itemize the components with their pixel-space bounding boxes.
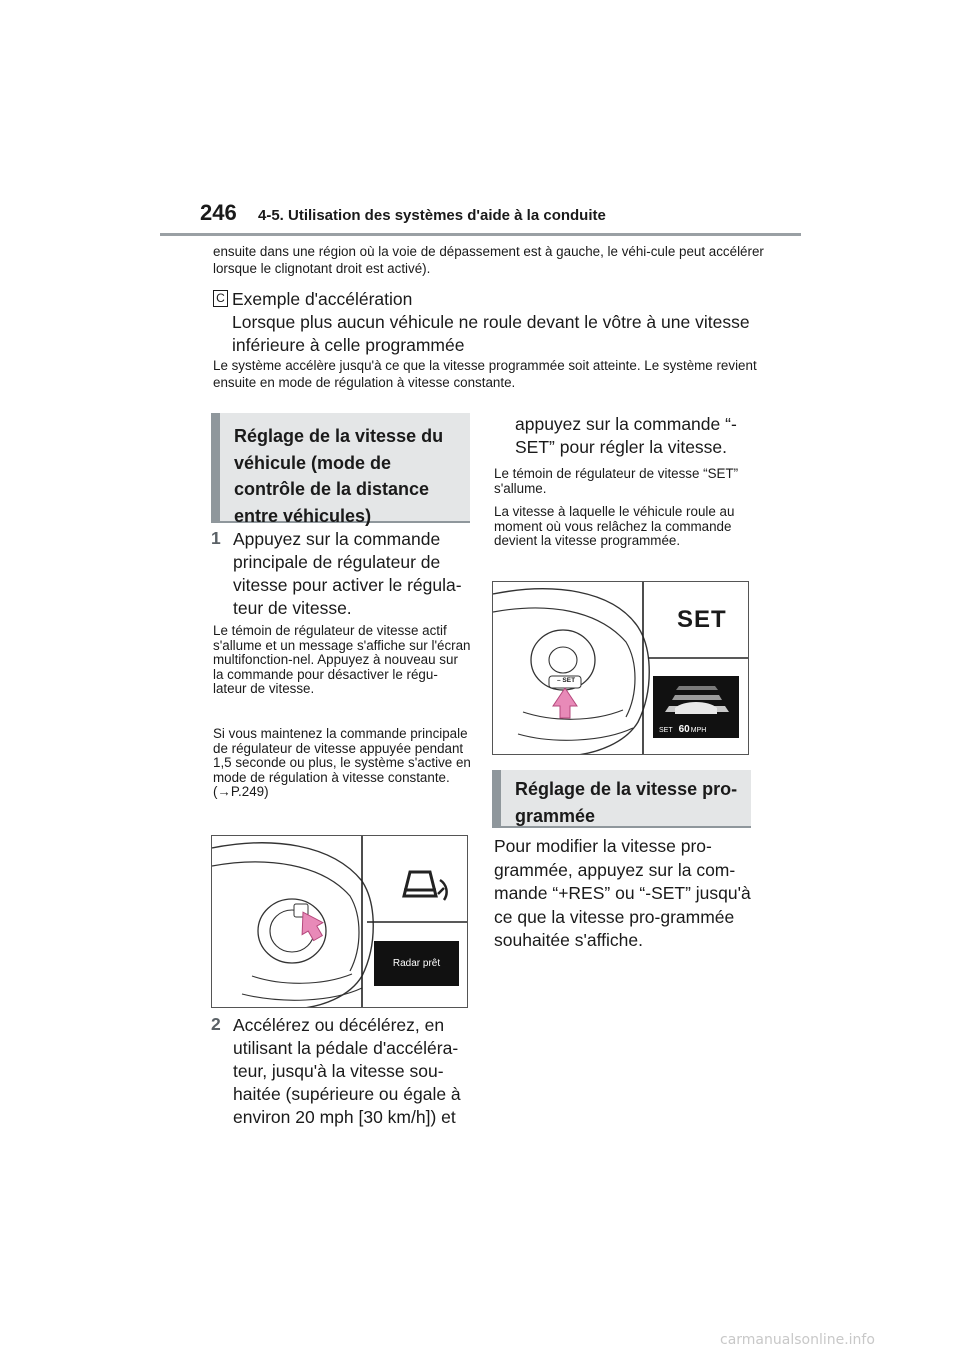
example-title: Exemple d'accélération: [232, 289, 413, 309]
example-marker: C: [213, 290, 228, 307]
page-number: 246: [200, 200, 237, 225]
set-speed-unit: MPH: [690, 727, 707, 734]
example-subtitle: Lorsque plus aucun véhicule ne roule devant le vôtre à une vitesse inférieure à celle programmée: [232, 312, 750, 355]
set-label: SET: [659, 727, 673, 734]
set-speed-value: 60: [678, 724, 690, 735]
radar-ready-message: Radar prêt: [392, 958, 441, 969]
set-speed-readout: [659, 724, 706, 735]
set-indicator-large: SET: [677, 606, 727, 633]
step-2-continuation: appuyez sur la commande “-SET” pour régler la vitesse.: [515, 414, 737, 457]
step-1-text: Appuyez sur la commande principale de régulateur de vitesse pour activer le régula-teur de vitesse.: [233, 529, 462, 618]
step-1-note-2: Si vous maintenez la commande principale de régulateur de vitesse appuyée pendant 1,5 seconde ou plus, le système s'active en mode de régulation à vitesse constante. (→P.249): [213, 726, 471, 800]
header-divider: [160, 233, 801, 236]
radar-cruise-icon: [404, 872, 447, 900]
step-2-text: Accélérez ou décélérez, en utilisant la pédale d'accéléra-teur, jusqu'à la vitesse sou-haitée (supérieure ou égale à environ 20 mph [30 km/h]) et: [233, 1015, 461, 1127]
step-2: [211, 1014, 473, 1129]
example-block: [232, 288, 772, 357]
figure-main-switch: [211, 835, 468, 1008]
intro-paragraph: ensuite dans une région où la voie de dépassement est à gauche, le véhi-cule peut accélérer lorsque le clignotant droit est activé).: [213, 244, 764, 276]
step-1-note-1: Le témoin de régulateur de vitesse actif s'allume et un message s'affiche sur l'écran multifonction-nel. Appuyez à nouveau sur la commande pour désactiver le régu-lateur de vitesse.: [213, 623, 471, 697]
step-1: [211, 528, 473, 620]
step-2-note-2: La vitesse à laquelle le véhicule roule au moment où vous relâchez la commande devient la vitesse programmée.: [494, 504, 735, 549]
set-speed-paragraph: Pour modifier la vitesse pro-grammée, appuyez sur la com-mande “+RES” ou “-SET” jusqu'à ce que la vitesse pro-grammée souhaitée s'affiche.: [494, 836, 751, 950]
figure-set-switch: [492, 581, 749, 755]
section-heading-vehicle-speed: Réglage de la vitesse du véhicule (mode de contrôle de la distance entre véhicules): [211, 413, 470, 523]
watermark: carmanualsonline.info: [720, 1332, 875, 1348]
press-arrow-icon: [553, 688, 577, 718]
step-2-note-1: Le témoin de régulateur de vitesse “SET” s'allume.: [494, 466, 739, 496]
step-1-number: 1: [211, 528, 221, 548]
display-screen: [374, 941, 459, 986]
set-switch-label: – SET: [557, 677, 576, 684]
step-2-number: 2: [211, 1014, 221, 1034]
section-title: 4-5. Utilisation des systèmes d'aide à la conduite: [258, 207, 606, 224]
example-note: Le système accélère jusqu'à ce que la vitesse programmée soit atteinte. Le système revient ensuite en mode de régulation à vitesse constante.: [213, 358, 757, 390]
section-heading-set-speed: Réglage de la vitesse pro-grammée: [492, 770, 751, 828]
